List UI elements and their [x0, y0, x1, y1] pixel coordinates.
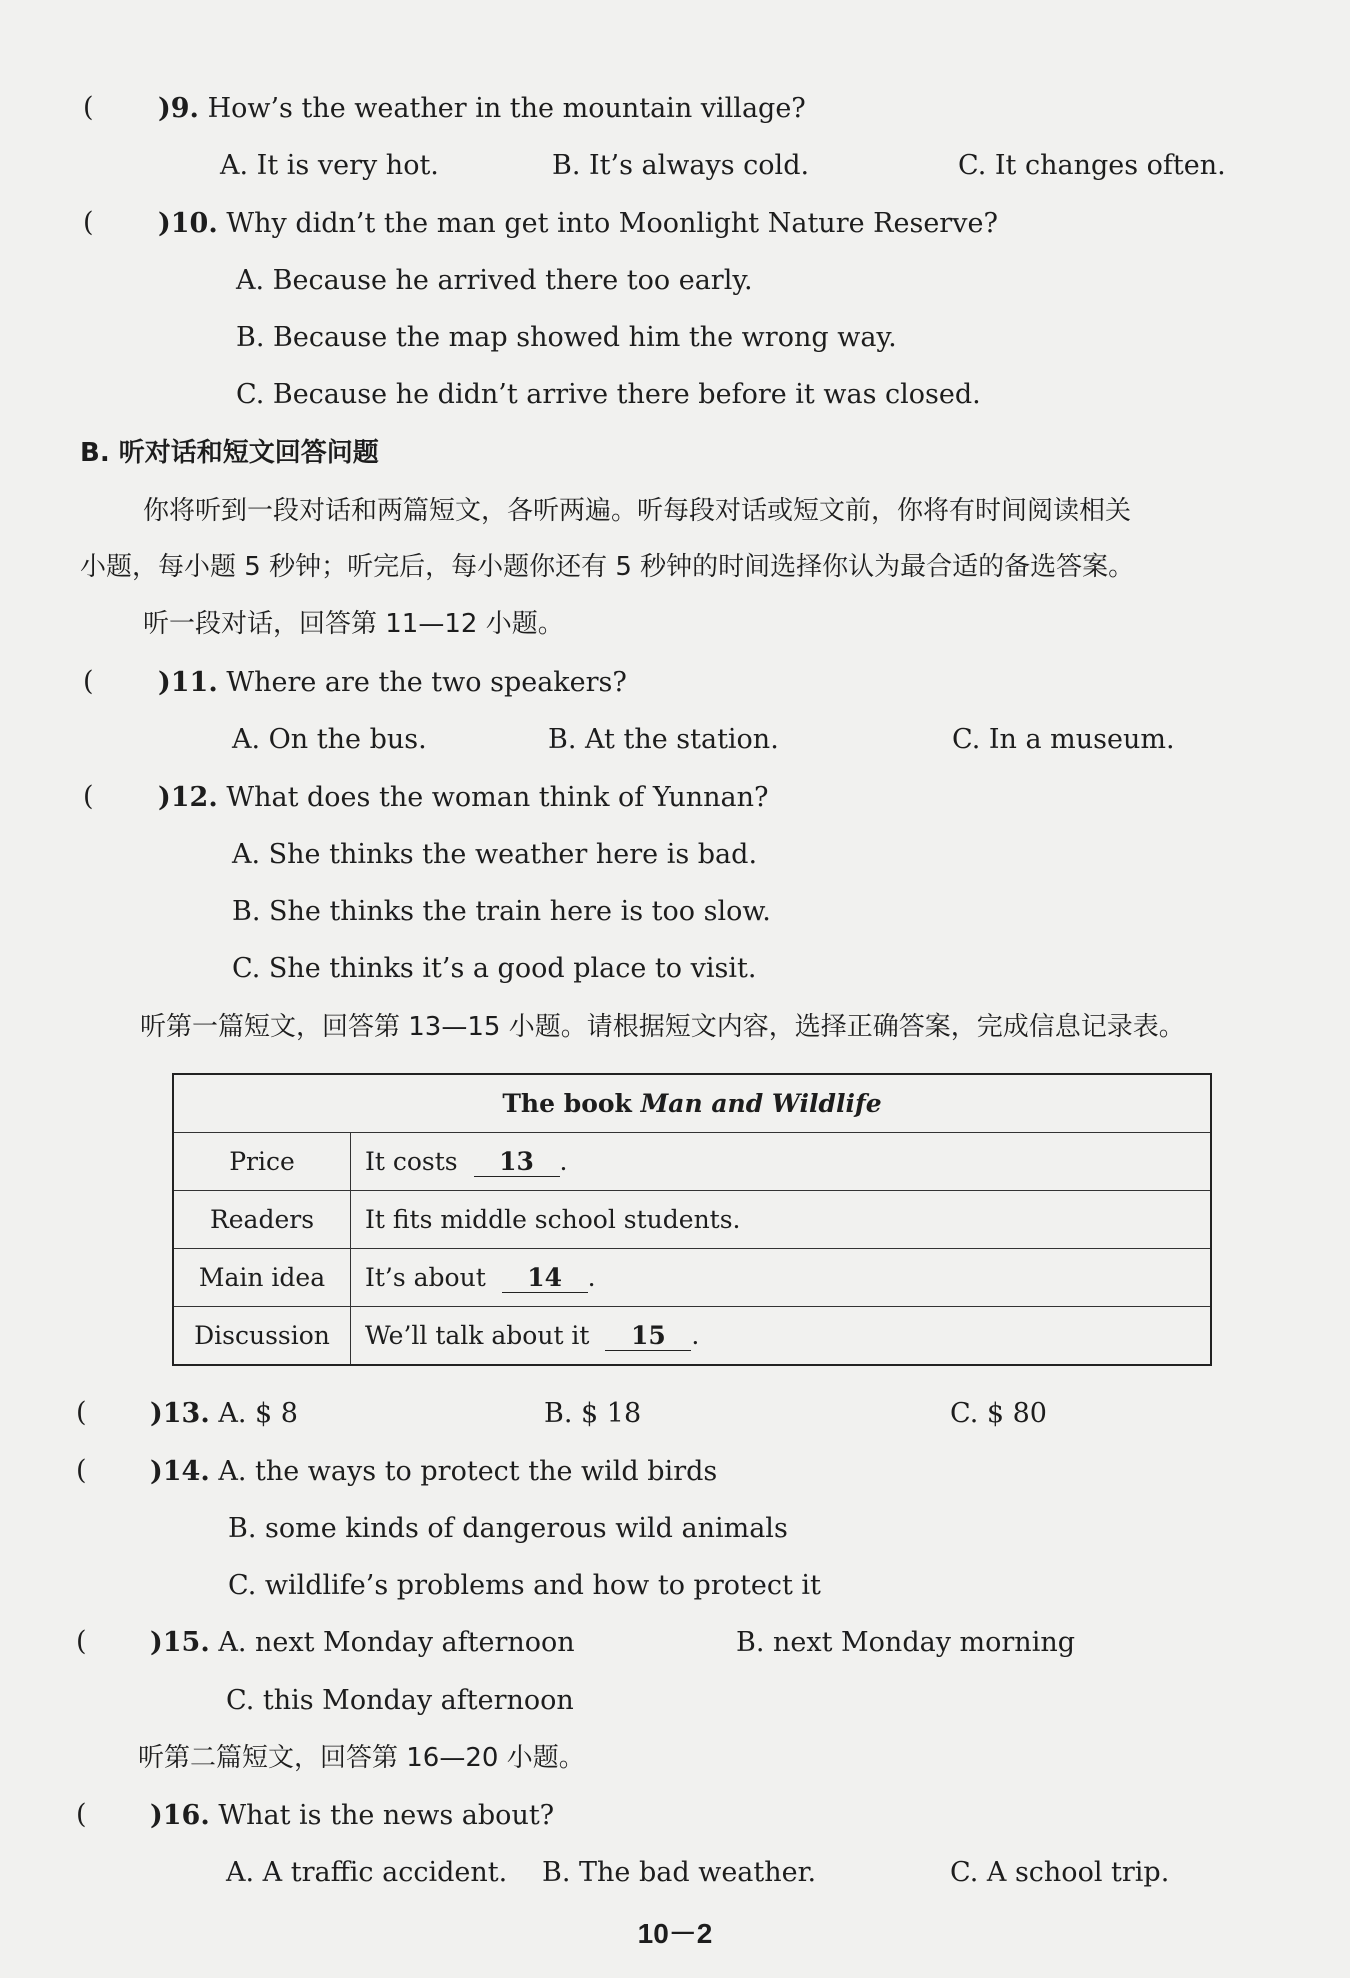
option-9a: A. It is very hot.	[220, 150, 439, 181]
question-number: )10.	[158, 208, 218, 239]
table-row	[173, 1307, 1211, 1366]
option-13b: B. $ 18	[544, 1398, 642, 1429]
option-16c: C. A school trip.	[950, 1857, 1170, 1888]
option-12b: B. She thinks the train here is too slow.	[232, 896, 771, 927]
question-number: )16.	[150, 1800, 210, 1831]
question-16	[150, 1799, 554, 1833]
question-stem: What is the news about?	[218, 1800, 555, 1831]
table-row	[173, 1191, 1211, 1249]
question-10	[158, 207, 998, 241]
question-number: )13.	[150, 1398, 210, 1429]
answer-paren-14: (	[76, 1455, 87, 1486]
answer-paren-12: (	[83, 781, 94, 812]
table-row	[173, 1133, 1211, 1191]
table-title: The book Man and Wildlife	[173, 1074, 1211, 1133]
question-number: )11.	[158, 667, 218, 698]
option-15c: C. this Monday afternoon	[226, 1685, 574, 1716]
question-stem: Where are the two speakers?	[226, 667, 627, 698]
option-10b: B. Because the map showed him the wrong way.	[236, 322, 897, 353]
question-12	[158, 781, 768, 815]
row-label: Readers	[173, 1191, 351, 1249]
table-row	[173, 1249, 1211, 1307]
answer-paren-10: (	[83, 207, 94, 238]
answer-paren-13: (	[76, 1397, 87, 1428]
question-number: )15.	[150, 1627, 210, 1658]
row-content: It costs 13 .	[351, 1133, 1212, 1191]
option-9c: C. It changes often.	[958, 150, 1226, 181]
section-b-intro-2: 小题，每小题 5 秒钟；听完后，每小题你还有 5 秒钟的时间选择你认为最合适的备选答案。	[80, 552, 1135, 582]
dialogue-note: 听一段对话，回答第 11—12 小题。	[143, 609, 564, 639]
row-content: It’s about 14 .	[351, 1249, 1212, 1307]
option-14c: C. wildlife’s problems and how to protect it	[228, 1570, 821, 1601]
answer-blank-13[interactable]: 13	[474, 1147, 560, 1177]
option-10c: C. Because he didn’t arrive there before it was closed.	[236, 379, 981, 410]
answer-paren-9: (	[83, 92, 94, 123]
answer-blank-15[interactable]: 15	[605, 1321, 691, 1351]
option-12c: C. She thinks it’s a good place to visit.	[232, 953, 757, 984]
question-number: )14.	[150, 1456, 210, 1487]
page-number: 10－2	[637, 1918, 713, 1949]
section-b-title: B. 听对话和短文回答问题	[80, 438, 379, 468]
answer-paren-16: (	[76, 1799, 87, 1830]
option-13a: A. $ 8	[218, 1398, 298, 1429]
question-11	[158, 666, 627, 700]
row-label: Discussion	[173, 1307, 351, 1366]
question-9	[158, 92, 806, 126]
info-record-table	[172, 1073, 1212, 1366]
option-11b: B. At the station.	[548, 724, 779, 755]
option-15a: A. next Monday afternoon	[218, 1627, 575, 1658]
passage-2-note: 听第二篇短文，回答第 16—20 小题。	[138, 1743, 585, 1773]
option-15b: B. next Monday morning	[736, 1627, 1076, 1658]
book-title: Man and Wildlife	[640, 1089, 882, 1118]
question-13	[150, 1397, 298, 1431]
answer-paren-11: (	[83, 666, 94, 697]
row-label: Price	[173, 1133, 351, 1191]
question-stem: How’s the weather in the mountain village?	[207, 93, 806, 124]
option-16b: B. The bad weather.	[542, 1857, 817, 1888]
option-9b: B. It’s always cold.	[552, 150, 810, 181]
question-stem: What does the woman think of Yunnan?	[226, 782, 769, 813]
option-16a: A. A traffic accident.	[226, 1857, 508, 1888]
row-label: Main idea	[173, 1249, 351, 1307]
option-10a: A. Because he arrived there too early.	[236, 265, 753, 296]
option-14a: A. the ways to protect the wild birds	[218, 1456, 718, 1487]
section-b-intro-1: 你将听到一段对话和两篇短文，各听两遍。听每段对话或短文前，你将有时间阅读相关	[143, 496, 1132, 526]
option-13c: C. $ 80	[950, 1398, 1047, 1429]
question-14	[150, 1455, 717, 1489]
table-header-row	[173, 1074, 1211, 1133]
question-number: )12.	[158, 782, 218, 813]
passage-1-note: 听第一篇短文，回答第 13—15 小题。请根据短文内容，选择正确答案，完成信息记录表。	[140, 1012, 1185, 1042]
row-content: It fits middle school students.	[351, 1191, 1212, 1249]
question-number: )9.	[158, 93, 199, 124]
answer-paren-15: (	[76, 1626, 87, 1657]
row-content: We’ll talk about it 15 .	[351, 1307, 1212, 1366]
option-12a: A. She thinks the weather here is bad.	[232, 839, 758, 870]
answer-blank-14[interactable]: 14	[502, 1263, 588, 1293]
option-11c: C. In a museum.	[952, 724, 1175, 755]
option-11a: A. On the bus.	[232, 724, 427, 755]
question-15	[150, 1626, 575, 1660]
option-14b: B. some kinds of dangerous wild animals	[228, 1513, 788, 1544]
question-stem: Why didn’t the man get into Moonlight Nature Reserve?	[226, 208, 998, 239]
